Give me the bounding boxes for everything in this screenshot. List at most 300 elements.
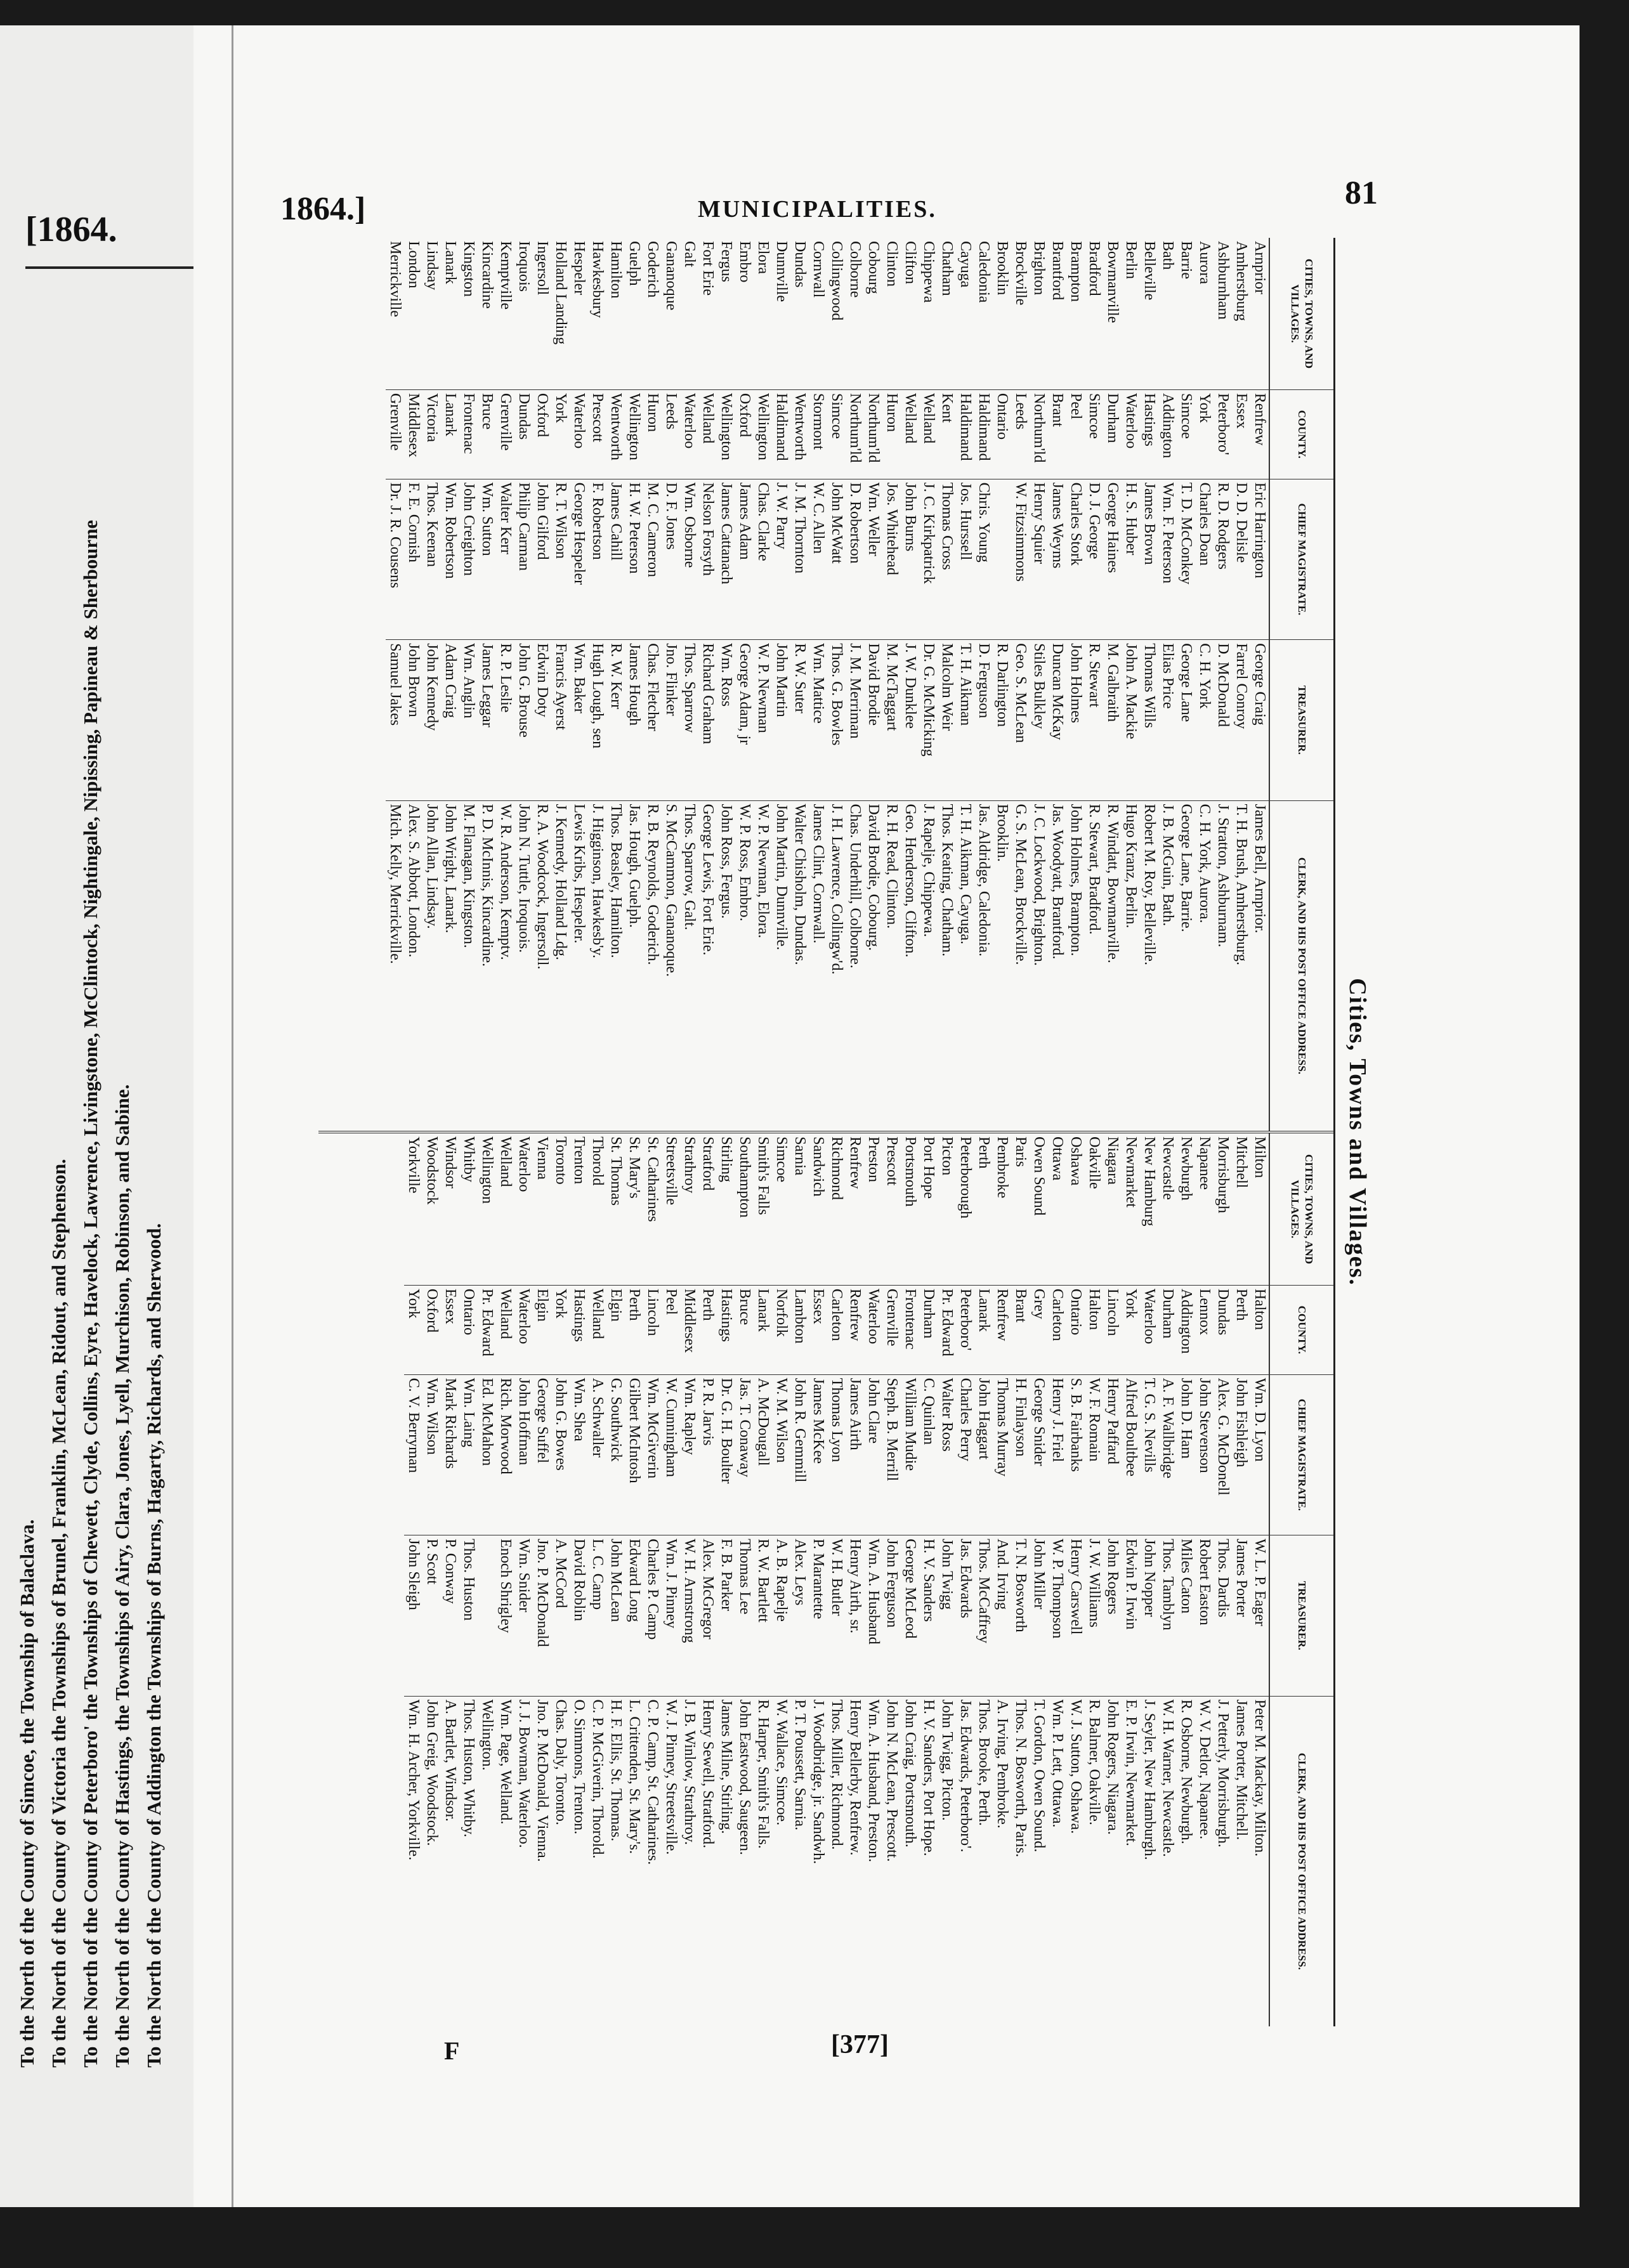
table-row bbox=[864, 238, 882, 1131]
cell-clerk: John Greig, Woodstock. bbox=[424, 1699, 440, 1846]
cell-magistrate: Thos. Keenan bbox=[422, 479, 441, 639]
cell-county: Prescott bbox=[588, 389, 606, 479]
cell-treasurer: Jno. P. McDonald bbox=[533, 1535, 551, 1696]
cell-magistrate: Henry Paffard bbox=[1103, 1374, 1122, 1535]
cell-county: Haldimand bbox=[772, 389, 790, 479]
cell-county: Peel bbox=[1066, 389, 1085, 479]
cell-county: Grenville bbox=[496, 389, 514, 479]
cell-place: Strathroy bbox=[680, 1133, 698, 1285]
cell-clerk: Thos. Keating, Chatham. bbox=[939, 804, 955, 957]
footer-page-ref: [377] bbox=[831, 2030, 889, 2059]
col-header-magistrate: CHIEF MAGISTRATE. bbox=[1269, 479, 1333, 639]
cell-clerk: Mich. Kelly, Merrickville. bbox=[387, 804, 403, 964]
cell-treasurer: W. P. Newman bbox=[754, 640, 772, 800]
cell-place: Owen Sound bbox=[1030, 1133, 1048, 1285]
cell-treasurer: Thos. Dardis bbox=[1214, 1535, 1232, 1696]
cell-place: Southampton bbox=[735, 1133, 754, 1285]
cell-treasurer: J. W. Dunklee bbox=[901, 640, 919, 800]
cell-place: Bath bbox=[1158, 238, 1177, 389]
cell-treasurer: Richard Graham bbox=[698, 640, 717, 800]
table-row bbox=[662, 1133, 680, 2026]
cell-magistrate: W. C. Allen bbox=[809, 479, 827, 639]
cell-place: Aurora bbox=[1195, 238, 1214, 389]
cell-clerk: W. J. Pinney, Streetsville. bbox=[663, 1699, 679, 1855]
cell-magistrate: Gilbert McIntosh bbox=[625, 1374, 643, 1535]
cell-treasurer: H. V. Sanders bbox=[919, 1535, 938, 1696]
cell-treasurer: P. Marantette bbox=[809, 1535, 827, 1696]
cell-place: St. Catharines bbox=[643, 1133, 662, 1285]
cell-county: Oxford bbox=[533, 389, 551, 479]
cell-magistrate: D. F. Jones bbox=[662, 479, 680, 639]
cell-place: Ashburnham bbox=[1214, 238, 1232, 389]
cell-magistrate: John G. Bowes bbox=[551, 1374, 570, 1535]
cell-clerk: Lewis Kribs, Hespeler. bbox=[571, 804, 587, 944]
cell-county: Leeds bbox=[1011, 389, 1030, 479]
cell-clerk: Geo. Henderson, Clifton. bbox=[902, 804, 919, 958]
cell-county: Hastings bbox=[1140, 389, 1158, 479]
left-line: To the North of the County of Simcoe, the Township of Balaclava. bbox=[16, 1519, 38, 2068]
cell-place: Dundas bbox=[790, 238, 809, 389]
cell-county: Lennox bbox=[1195, 1285, 1214, 1374]
cell-county: Elgin bbox=[606, 1285, 625, 1374]
cell-clerk: George Lewis, Fort Erie. bbox=[700, 804, 716, 956]
cell-clerk: T. H. Aikman, Cayuga. bbox=[957, 804, 974, 945]
table-row bbox=[1103, 1133, 1122, 2026]
cell-treasurer: Wm. Anglin bbox=[459, 640, 478, 800]
cell-magistrate: Thomas Lyon bbox=[827, 1374, 846, 1535]
cell-place: Cayuga bbox=[956, 238, 974, 389]
cell-magistrate: R. D. Rodgers bbox=[1214, 479, 1232, 639]
table-row bbox=[1122, 1133, 1140, 2026]
cell-magistrate: Mark Richards bbox=[441, 1374, 459, 1535]
cell-clerk: W. P. Ross, Embro. bbox=[736, 804, 753, 922]
cell-county: Perth bbox=[698, 1285, 717, 1374]
cell-clerk: M. Flanagan, Kingston. bbox=[461, 804, 477, 948]
cell-clerk: John N. Tuttle, Iroquois. bbox=[516, 804, 532, 953]
cell-clerk: O. Simmons, Trenton. bbox=[571, 1699, 587, 1835]
cell-clerk: P. D. McInnis, Kincardine. bbox=[479, 804, 495, 967]
cell-treasurer: John Martin bbox=[772, 640, 790, 800]
cell-county: Durham bbox=[1103, 389, 1122, 479]
table-row bbox=[938, 238, 956, 1131]
table-row bbox=[717, 238, 735, 1131]
table-row bbox=[790, 238, 809, 1131]
cell-clerk: J. H. Lawrence, Collingw'd. bbox=[828, 804, 845, 975]
cell-treasurer: Alex. Leys bbox=[790, 1535, 809, 1696]
table-row bbox=[1195, 238, 1214, 1131]
cell-place: Guelph bbox=[625, 238, 643, 389]
cell-place: Clinton bbox=[882, 238, 901, 389]
table-row bbox=[1214, 1133, 1232, 2026]
cell-county: Renfrew bbox=[846, 1285, 864, 1374]
cell-place: Arnprior bbox=[1250, 238, 1269, 389]
cell-magistrate: H. S. Huber bbox=[1122, 479, 1140, 639]
cell-treasurer: George Craig bbox=[1250, 640, 1269, 800]
cell-county: Welland bbox=[496, 1285, 514, 1374]
cell-magistrate: Wm. Weller bbox=[864, 479, 882, 639]
cell-clerk: E. P. Irwin, Newmarket. bbox=[1123, 1699, 1139, 1846]
cell-county: Elgin bbox=[533, 1285, 551, 1374]
cell-magistrate: R. T. Wilson bbox=[551, 479, 570, 639]
cell-clerk: Wm. A. Husband, Preston. bbox=[865, 1699, 882, 1863]
table-row bbox=[533, 1133, 551, 2026]
cell-clerk: W. J. Sutton, Oshawa. bbox=[1068, 1699, 1084, 1834]
cell-county: Wellington bbox=[625, 389, 643, 479]
table-row bbox=[643, 1133, 662, 2026]
cell-county: Dundas bbox=[514, 389, 533, 479]
cell-magistrate: John Hoffman bbox=[514, 1374, 533, 1535]
cell-place: Clifton bbox=[901, 238, 919, 389]
cell-clerk: J. B. Winlow, Strathroy. bbox=[681, 1699, 698, 1846]
cell-magistrate: J. W. Parry bbox=[772, 479, 790, 639]
cell-clerk: Hugo Kranz, Berlin. bbox=[1123, 804, 1139, 929]
cell-county: Oxford bbox=[735, 389, 754, 479]
cell-clerk: W. V. Detlor, Napanee. bbox=[1196, 1699, 1213, 1840]
cell-clerk: John Martin, Dunnville. bbox=[773, 804, 790, 951]
cell-treasurer: Wm. Mattice bbox=[809, 640, 827, 800]
cell-place: Brooklin bbox=[993, 238, 1011, 389]
table-row bbox=[478, 238, 496, 1131]
cell-county: Perth bbox=[1232, 1285, 1250, 1374]
cell-magistrate: James Cahill bbox=[606, 479, 625, 639]
col-header-treasurer: TREASURER. bbox=[1269, 1535, 1333, 1696]
cell-magistrate: James Airth bbox=[846, 1374, 864, 1535]
table-row bbox=[422, 238, 441, 1131]
table-row bbox=[901, 238, 919, 1131]
cell-place: Iroquois bbox=[514, 238, 533, 389]
table-right-half bbox=[318, 1131, 1333, 2026]
cell-treasurer: Wm. A. Husband bbox=[864, 1535, 882, 1696]
cell-county: Frontenac bbox=[459, 389, 478, 479]
cell-county: Victoria bbox=[422, 389, 441, 479]
cell-magistrate: Chris. Young bbox=[974, 479, 993, 639]
cell-place: Napanee bbox=[1195, 1133, 1214, 1285]
table-row bbox=[1232, 238, 1250, 1131]
cell-clerk: Robert M. Roy, Belleville. bbox=[1141, 804, 1158, 965]
cell-place: Port Hope bbox=[919, 1133, 938, 1285]
cell-place: Smith's Falls bbox=[754, 1133, 772, 1285]
table-row bbox=[846, 1133, 864, 2026]
cell-treasurer: Thos. Sparrow bbox=[680, 640, 698, 800]
cell-treasurer: And. Irving bbox=[993, 1535, 1011, 1696]
cell-magistrate: P. R. Jarvis bbox=[698, 1374, 717, 1535]
cell-county: Ontario bbox=[459, 1285, 478, 1374]
cell-place: Toronto bbox=[551, 1133, 570, 1285]
cell-magistrate: John McWatt bbox=[827, 479, 846, 639]
table-row bbox=[717, 1133, 735, 2026]
cell-clerk: John Wright, Lanark. bbox=[442, 804, 459, 934]
page-gutter bbox=[232, 25, 233, 2207]
cell-treasurer: A. B. Rapelje bbox=[772, 1535, 790, 1696]
cell-place: Kingston bbox=[459, 238, 478, 389]
cell-clerk: Chas. Underhill, Colborne. bbox=[847, 804, 863, 968]
cell-clerk: Jas. Edwards, Peterboro'. bbox=[957, 1699, 974, 1853]
cell-county: Haldimand bbox=[974, 389, 993, 479]
cell-treasurer: L. C. Camp bbox=[588, 1535, 606, 1696]
cell-treasurer: W. P. Thompson bbox=[1048, 1535, 1066, 1696]
cell-treasurer: Thos. G. Bowles bbox=[827, 640, 846, 800]
cell-place: Welland bbox=[496, 1133, 514, 1285]
cell-clerk: James Clint, Cornwall. bbox=[810, 804, 827, 944]
table-row bbox=[809, 1133, 827, 2026]
cell-county: Lambton bbox=[790, 1285, 809, 1374]
cell-county: Stormont bbox=[809, 389, 827, 479]
cell-treasurer: John Kennedy bbox=[422, 640, 441, 800]
cell-treasurer: Thos. McCaffrey bbox=[974, 1535, 993, 1696]
cell-magistrate: George Haines bbox=[1103, 479, 1122, 639]
cell-magistrate: John Clare bbox=[864, 1374, 882, 1535]
cell-magistrate: Philip Carman bbox=[514, 479, 533, 639]
cell-treasurer: John Holmes bbox=[1066, 640, 1085, 800]
cell-clerk: J. Woodbridge, jr. Sandwh. bbox=[810, 1699, 827, 1865]
cell-treasurer: Wm. Baker bbox=[570, 640, 588, 800]
cell-county: Halton bbox=[1250, 1285, 1269, 1374]
cell-place: Newcastle bbox=[1158, 1133, 1177, 1285]
cell-magistrate: Jos. Hurssell bbox=[956, 479, 974, 639]
table-row bbox=[1140, 1133, 1158, 2026]
cell-county: Lanark bbox=[974, 1285, 993, 1374]
table-right-body bbox=[404, 1133, 1269, 2026]
table-row bbox=[882, 238, 901, 1131]
cell-clerk: Wm. Page, Welland. bbox=[497, 1699, 514, 1825]
table-row bbox=[496, 238, 514, 1131]
cell-magistrate: Thomas Cross bbox=[938, 479, 956, 639]
table-row bbox=[1048, 238, 1066, 1131]
cell-place: Goderich bbox=[643, 238, 662, 389]
cell-clerk: Peter M. Mackay, Milton. bbox=[1252, 1699, 1268, 1857]
cell-county: Lincoln bbox=[643, 1285, 662, 1374]
cell-county: Wentworth bbox=[790, 389, 809, 479]
cell-treasurer: C. H. York bbox=[1195, 640, 1214, 800]
page-year: 1864.] bbox=[280, 191, 366, 227]
cell-clerk: R. Stewart, Bradford. bbox=[1086, 804, 1102, 935]
cell-county: Simcoe bbox=[1085, 389, 1103, 479]
table-row bbox=[974, 1133, 993, 2026]
cell-clerk: John N. McLean, Prescott. bbox=[884, 1699, 900, 1862]
cell-place: Ottawa bbox=[1048, 1133, 1066, 1285]
cell-treasurer: Robert Easton bbox=[1195, 1535, 1214, 1696]
table-row bbox=[459, 1133, 478, 2026]
cell-clerk: R. B. Reynolds, Goderich. bbox=[644, 804, 661, 965]
table-row bbox=[698, 1133, 717, 2026]
cell-clerk: A. Bartlet, Windsor. bbox=[442, 1699, 459, 1822]
cell-county: Grenville bbox=[386, 389, 404, 479]
table-row bbox=[496, 1133, 514, 2026]
cell-county: Peel bbox=[662, 1285, 680, 1374]
cell-treasurer: David Roblin bbox=[570, 1535, 588, 1696]
cell-county: Oxford bbox=[422, 1285, 441, 1374]
cell-treasurer: Farrel Conroy bbox=[1232, 640, 1250, 800]
cell-magistrate: G. Southwick bbox=[606, 1374, 625, 1535]
cell-place: Lindsay bbox=[422, 238, 441, 389]
cell-place: Newmarket bbox=[1122, 1133, 1140, 1285]
cell-county: York bbox=[551, 389, 570, 479]
cell-county: York bbox=[404, 1285, 422, 1374]
table-row bbox=[1214, 238, 1232, 1131]
municipalities-table bbox=[270, 238, 1380, 2026]
signature-mark: F bbox=[444, 2037, 460, 2065]
left-line: To the North of the County of Addington the Townships of Burns, Hagarty, Richards, and Sherwood. bbox=[143, 1223, 165, 2068]
cell-magistrate: Wm. Robertson bbox=[441, 479, 459, 639]
cell-county: Perth bbox=[625, 1285, 643, 1374]
cell-treasurer: James Leggar bbox=[478, 640, 496, 800]
cell-magistrate: Eric Harrington bbox=[1250, 479, 1269, 639]
cell-place: Gananoque bbox=[662, 238, 680, 389]
cell-clerk: George Lane, Barrie. bbox=[1178, 804, 1194, 932]
cell-magistrate: James McKee bbox=[809, 1374, 827, 1535]
cell-place: Embro bbox=[735, 238, 754, 389]
cell-place: Milton bbox=[1250, 1133, 1269, 1285]
cell-treasurer: Wm. J. Pinney bbox=[662, 1535, 680, 1696]
cell-county: Ontario bbox=[1066, 1285, 1085, 1374]
cell-magistrate: John Gilford bbox=[533, 479, 551, 639]
cell-county: Carleton bbox=[827, 1285, 846, 1374]
cell-clerk: John Craig, Portsmouth. bbox=[902, 1699, 919, 1848]
cell-treasurer: George McLeod bbox=[901, 1535, 919, 1696]
cell-magistrate: H. Finlayson bbox=[1011, 1374, 1030, 1535]
cell-place: Sandwich bbox=[809, 1133, 827, 1285]
table-left-half bbox=[318, 238, 1333, 1131]
cell-county: Grey bbox=[1030, 1285, 1048, 1374]
col-header-treasurer: TREASURER. bbox=[1269, 640, 1333, 800]
cell-magistrate: Ed. McMahon bbox=[478, 1374, 496, 1535]
cell-clerk: J. Kennedy, Holland Ldg. bbox=[553, 804, 569, 960]
cell-place: Hawkesbury bbox=[588, 238, 606, 389]
cell-county: Lincoln bbox=[1103, 1285, 1122, 1374]
cell-clerk: John Twigg, Picton. bbox=[939, 1699, 955, 1821]
cell-place: Trenton bbox=[570, 1133, 588, 1285]
cell-place: Sarnia bbox=[790, 1133, 809, 1285]
col-header-magistrate: CHIEF MAGISTRATE. bbox=[1269, 1374, 1333, 1535]
cell-clerk: Wm. H. Archer, Yorkville. bbox=[405, 1699, 422, 1861]
cell-magistrate: Steph. B. Merrill bbox=[882, 1374, 901, 1535]
cell-county: Wentworth bbox=[606, 389, 625, 479]
cell-treasurer: George Adam, jr bbox=[735, 640, 754, 800]
table-row bbox=[901, 1133, 919, 2026]
cell-magistrate: Wm. Laing bbox=[459, 1374, 478, 1535]
table-row bbox=[790, 1133, 809, 2026]
cell-place: Portsmouth bbox=[901, 1133, 919, 1285]
cell-county: Hastings bbox=[570, 1285, 588, 1374]
cell-place: Kincardine bbox=[478, 238, 496, 389]
table-row bbox=[533, 238, 551, 1131]
cell-treasurer: Henry Carswell bbox=[1066, 1535, 1085, 1696]
cell-magistrate: Nelson Forsyth bbox=[698, 479, 717, 639]
table-row bbox=[1140, 238, 1158, 1131]
cell-magistrate: Wm. Osborne bbox=[680, 479, 698, 639]
cell-clerk: C. P. McGiverin, Thorold. bbox=[589, 1699, 606, 1859]
cell-treasurer: David Brodie bbox=[864, 640, 882, 800]
cell-county: Addington bbox=[1177, 1285, 1195, 1374]
cell-treasurer: R. Darlington bbox=[993, 640, 1011, 800]
cell-treasurer: Charles P. Camp bbox=[643, 1535, 662, 1696]
cell-county: Pr. Edward bbox=[478, 1285, 496, 1374]
cell-treasurer: J. W. Williams bbox=[1085, 1535, 1103, 1696]
table-left-body bbox=[386, 238, 1269, 1131]
cell-treasurer: W. L. P. Eager bbox=[1250, 1535, 1269, 1696]
cell-treasurer: Adam Craig bbox=[441, 640, 459, 800]
cell-magistrate: W. M. Wilson bbox=[772, 1374, 790, 1535]
table-row bbox=[1177, 238, 1195, 1131]
cell-place: New Hamburg bbox=[1140, 1133, 1158, 1285]
table-row bbox=[625, 1133, 643, 2026]
cell-treasurer: Samuel Jakes bbox=[386, 640, 404, 800]
cell-treasurer: W. H. Armstrong bbox=[680, 1535, 698, 1696]
table-row bbox=[606, 238, 625, 1131]
table-row bbox=[1030, 238, 1048, 1131]
cell-magistrate: A. Schwaller bbox=[588, 1374, 606, 1535]
cell-magistrate: Wm. Shea bbox=[570, 1374, 588, 1535]
cell-treasurer: M. Galbraith bbox=[1103, 640, 1122, 800]
cell-magistrate: John D. Ham bbox=[1177, 1374, 1195, 1535]
table-row bbox=[625, 238, 643, 1131]
table-row bbox=[662, 238, 680, 1131]
cell-place: Merrickville bbox=[386, 238, 404, 389]
cell-clerk: Walter Chisholm, Dundas. bbox=[792, 804, 808, 965]
table-row bbox=[772, 1133, 790, 2026]
table-row bbox=[551, 238, 570, 1131]
cell-county: Welland bbox=[588, 1285, 606, 1374]
table-row bbox=[1085, 1133, 1103, 2026]
cell-county: Bruce bbox=[735, 1285, 754, 1374]
cell-county: Brant bbox=[1011, 1285, 1030, 1374]
col-header-county: COUNTY. bbox=[1269, 1285, 1333, 1374]
cell-place: Yorkville bbox=[404, 1133, 422, 1285]
cell-treasurer: Jno. Flinker bbox=[662, 640, 680, 800]
cell-county: Halton bbox=[1085, 1285, 1103, 1374]
cell-treasurer: Jas. Edwards bbox=[956, 1535, 974, 1696]
cell-county: Essex bbox=[809, 1285, 827, 1374]
cell-place: Bradford bbox=[1085, 238, 1103, 389]
cell-treasurer: Edward Long bbox=[625, 1535, 643, 1696]
cell-county: Waterloo bbox=[570, 389, 588, 479]
cell-place: Oakville bbox=[1085, 1133, 1103, 1285]
table-row bbox=[386, 238, 404, 1131]
cell-magistrate: Charles Stork bbox=[1066, 479, 1085, 639]
table-row bbox=[570, 1133, 588, 2026]
cell-place: Barrie bbox=[1177, 238, 1195, 389]
cell-magistrate: W. Cunningham bbox=[662, 1374, 680, 1535]
cell-place: Collingwood bbox=[827, 238, 846, 389]
table-row bbox=[459, 238, 478, 1131]
cell-magistrate: Walter Ross bbox=[938, 1374, 956, 1535]
table-row bbox=[588, 1133, 606, 2026]
cell-place: Morrisburgh bbox=[1214, 1133, 1232, 1285]
cell-place: Fergus bbox=[717, 238, 735, 389]
cell-county: Pr. Edward bbox=[938, 1285, 956, 1374]
cell-treasurer: Thos. Tamblyn bbox=[1158, 1535, 1177, 1696]
table-row bbox=[974, 238, 993, 1131]
cell-treasurer: Geo. S. McLean bbox=[1011, 640, 1030, 800]
cell-treasurer: John G. Brouse bbox=[514, 640, 533, 800]
cell-county: Waterloo bbox=[1122, 389, 1140, 479]
cell-clerk: Thos. Beasley, Hamilton. bbox=[608, 804, 624, 958]
cell-clerk: J. Rapelje, Chippewa. bbox=[920, 804, 937, 937]
cell-place: Holland Landing bbox=[551, 238, 570, 389]
cell-clerk: Brooklin. bbox=[994, 804, 1011, 862]
cell-magistrate: George Snider bbox=[1030, 1374, 1048, 1535]
cell-place: Elora bbox=[754, 238, 772, 389]
cell-treasurer: Wm. Snider bbox=[514, 1535, 533, 1696]
table-row bbox=[1250, 238, 1269, 1131]
cell-magistrate: T. D. McConkey bbox=[1177, 479, 1195, 639]
cell-clerk: Jas. Aldridge, Caledonia. bbox=[976, 804, 992, 957]
table-row bbox=[754, 1133, 772, 2026]
cell-magistrate: T. G. S. Nevills bbox=[1140, 1374, 1158, 1535]
cell-county: Renfrew bbox=[1250, 389, 1269, 479]
cell-treasurer: W. H. Butler bbox=[827, 1535, 846, 1696]
cell-county: Brant bbox=[1048, 389, 1066, 479]
